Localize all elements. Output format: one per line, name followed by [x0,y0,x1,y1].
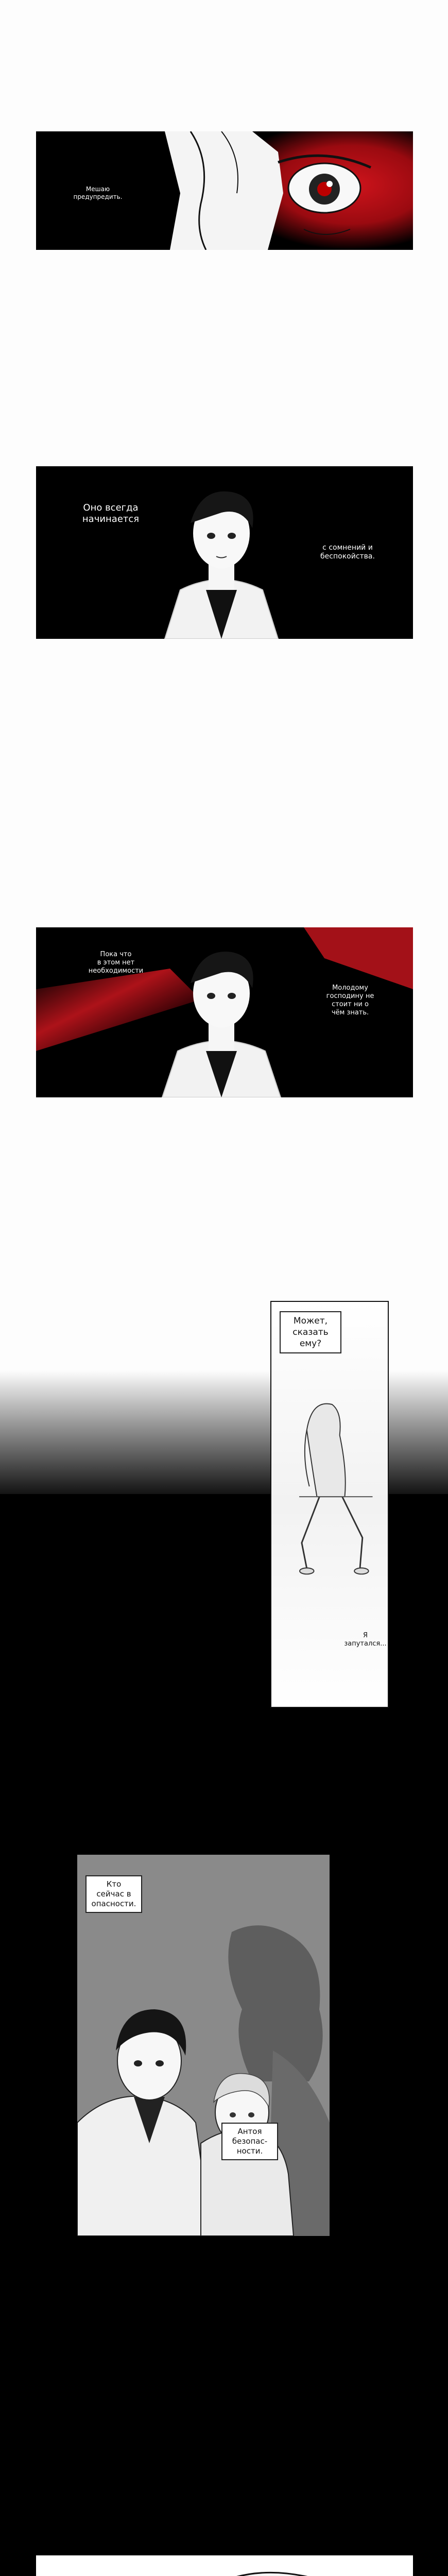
comic-panel-5 [77,1855,330,2236]
panel-5-text-box-top: Кто сейчас в опасности. [85,1875,142,1913]
comic-panel-6 [36,2555,413,2576]
panel-3-caption-left: Пока что в этом нет необходимости [88,951,144,975]
comic-panel-2 [36,466,413,639]
panel-2-caption-left: Оно всегда начинается [82,502,140,524]
comic-panel-4 [270,1301,389,1708]
comic-panel-1 [36,131,413,250]
panel-1-caption: Мешаю предупредить. [73,185,123,200]
panel-2-caption-right: с сомнений и беспокойства. [320,544,375,561]
panel-6-art [36,2555,413,2576]
comic-panel-3 [36,927,413,1097]
panel-5-text-box-bottom: Антоя безопас- ности. [221,2123,278,2160]
panel-4-small-text: Я запутался... [344,1632,387,1648]
panel-3-caption-right: Молодому господину не стоит ни о чём знать. [326,984,374,1016]
panel-4-text-box: Может, сказать ему? [280,1311,341,1353]
